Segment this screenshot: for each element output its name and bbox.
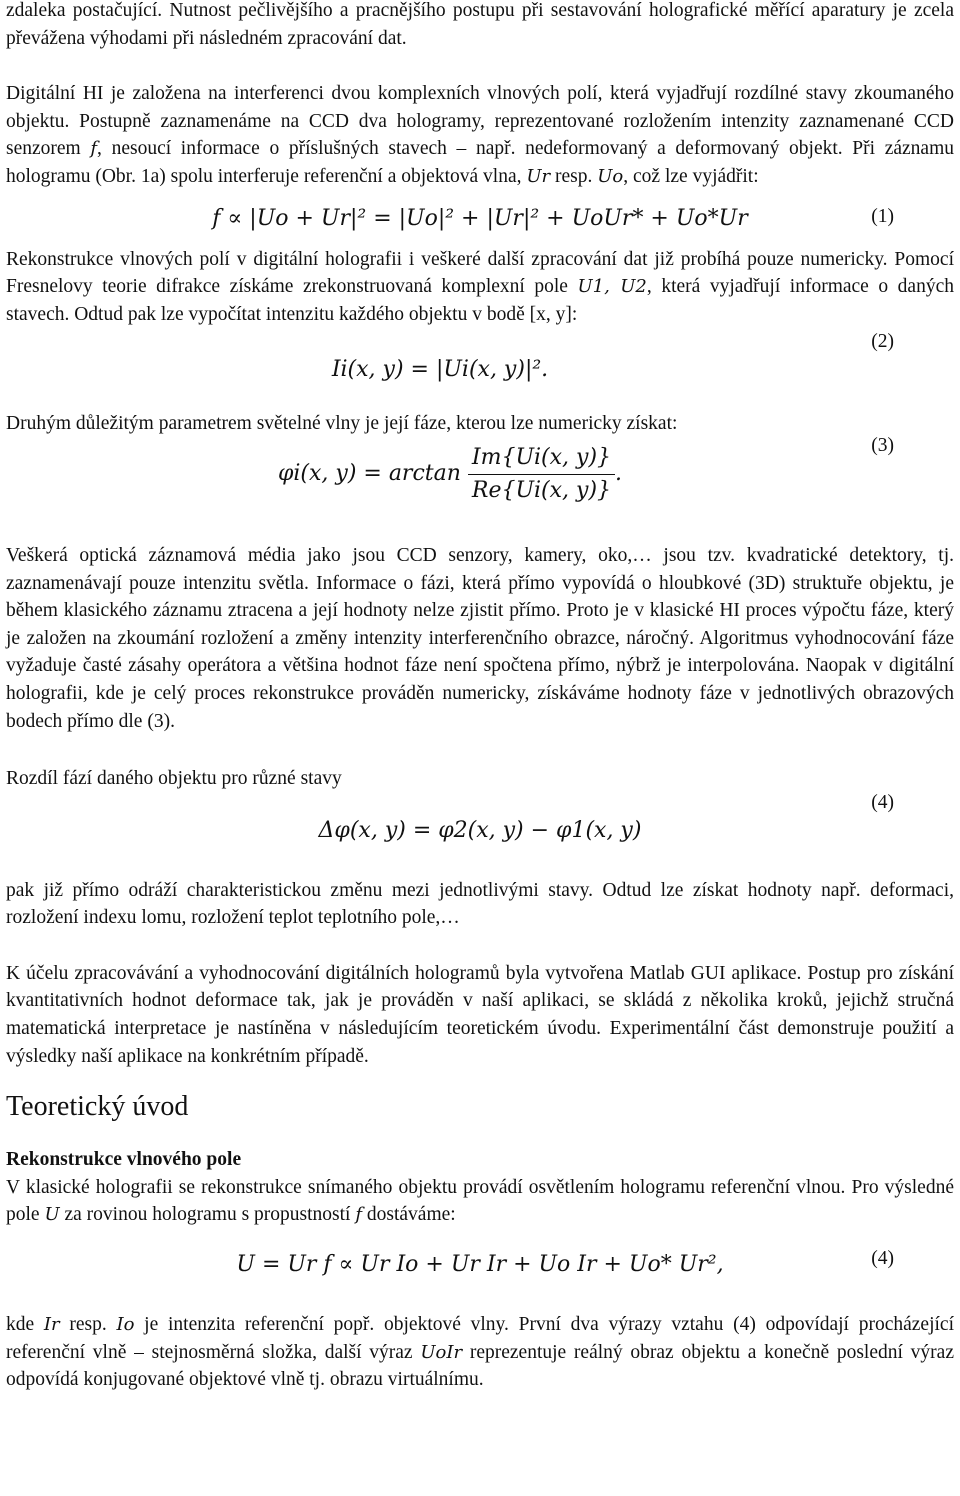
math-f: f <box>90 138 98 160</box>
text: Rekonstrukce vlnových polí v digitální holografii i veškeré další zpracování dat již probíhá pouze numericky. Pomocí Fresnelovy teorie difrakce získáme zrekonstruovaná komplexní pole <box>6 248 954 298</box>
text: resp. <box>59 1314 117 1336</box>
section-title: Teoretický úvod <box>6 1091 189 1123</box>
matlab-paragraph: K účelu zpracovávání a vyhodnocování digitálních hologramů byla vytvořena Matlab GUI aplikace. Postup pro získání kvantitativních hodnot deformace tak, jak je prováděn v naší aplikaci, se skládá z několika kroků, jejichž stručná matematická interpretace je nastíněna v následujícím teoretickém úvodu. Experimentální část demonstruje použití a výsledky naší aplikace na konkrétním případě. <box>6 962 954 1067</box>
text: Digitální HI je založena na interferenci dvou komplexních vlnových polí, která vyjadřují rozdílné stavy zkoumaného objektu. Postupně zaznamenáme na CCD dva hologramy, reprezentované rozložením intenzity zaznamenané CCD senzorem <box>6 83 954 160</box>
equation-3-number: (3) <box>871 434 894 456</box>
classic-holography-paragraph <box>6 1174 954 1229</box>
math-f: f <box>355 1204 363 1226</box>
equation-1 <box>6 191 954 246</box>
equation-4 <box>6 793 954 877</box>
text: resp. <box>550 165 598 187</box>
intro-paragraph: zdaleka postačující. Nutnost pečlivějšího a pracnějšího postupu při sestavování holografické měřící aparatury je zcela převážena výhodami při následném zpracování dat. <box>6 0 954 49</box>
digital-hi-paragraph <box>6 80 954 190</box>
equation-3-numerator: Im{Ui(x, y)} <box>468 444 615 475</box>
text: , která vyjadřují informace o daných stavech. Odtud pak lze vypočítat intenzitu každého objektu v bodě [x, y]: <box>6 276 954 325</box>
text: , což lze vyjádřit: <box>623 165 759 187</box>
equation-3-denominator: Re{Ui(x, y)} <box>471 477 612 503</box>
math-ir: Ir <box>43 1314 60 1336</box>
math-io: Io <box>116 1314 135 1336</box>
equation-4-number: (4) <box>871 791 894 813</box>
phase-difference-paragraph: Rozdíl fází daného objektu pro různé stavy <box>6 768 342 790</box>
math-ur: Ur <box>526 165 551 187</box>
document-page <box>6 0 954 1394</box>
equation-5-number: (4) <box>871 1248 894 1270</box>
text: V klasické holografii se rekonstrukce snímaného objektu provádí osvětlením hologramu referenční vlnou. Pro výsledné pole <box>6 1176 954 1226</box>
text: , nesoucí informace o příslušných stavech – např. nedeformovaný a deformovaný objekt. Při záznamu hologramu (Obr. 1a) spolu interferuje referenční a objektová vlna, <box>6 138 954 187</box>
subsection-title: Rekonstrukce vlnového pole <box>6 1149 242 1171</box>
equation-5 <box>6 1229 954 1311</box>
equation-2 <box>6 328 954 392</box>
text: dostáváme: <box>362 1204 456 1226</box>
reconstruction-paragraph <box>6 246 954 329</box>
equation-5-formula: U = Ur f ∝ Ur Io + Ur Ir + Uo Ir + Uo* Ur², <box>236 1252 724 1278</box>
detectors-paragraph: Veškerá optická záznamová média jako jsou CCD senzory, kamery, oko,… jsou tzv. kvadratické detektory, tj. zaznamenávají pouze intenzitu světla. Informace o fázi, která přímo vypovídá o hloubkové (3D) struktuře objektu, je během klasického záznamu ztracena a její hodnoty nelze zjistit přímo. Proto je v klasické HI proces výpočtu fáze, který je založen na zkoumání rozložení a změny intenzity interferenčního obrazce, náročný. Algoritmus vyhodnocování fáze vyžaduje časté zásahy operátora a většina hodnot fáze není spočtena přímo, nýbrž je interpolována. Naopak v digitální holografii, kde je celý proces rekonstrukce prováděn numericky, získáváme hodnoty fáze v jednotlivých obrazových bodech přímo dle (3). <box>6 544 954 732</box>
equation-3-formula <box>6 438 954 504</box>
equation-3-lhs: φi(x, y) = arctan <box>277 461 461 487</box>
equation-3-fraction <box>468 444 615 504</box>
math-uoir: UoIr <box>420 1341 463 1363</box>
text: je intenzita referenční popř. objektové vlny. První dva výrazy vztahu (4) odpovídají procházející referenční vlně – stejnosměrná složka, další výraz <box>6 1314 954 1363</box>
equation-1-number: (1) <box>871 205 894 227</box>
math-u: U <box>44 1204 60 1226</box>
change-paragraph: pak již přímo odráží charakteristickou změnu mezi jednotlivými stavy. Odtud lze získat hodnoty např. deformaci, rozložení indexu lomu, rozložení teplot teplotního pole,… <box>6 879 954 929</box>
text: za rovinou hologramu s propustností <box>59 1204 356 1226</box>
text: kde <box>6 1314 44 1336</box>
text: reprezentuje reálný obraz objektu a konečně poslední výraz odpovídá konjugované objektové vlně tj. obrazu virtuálnímu. <box>6 1341 954 1391</box>
equation-4-formula: Δφ(x, y) = φ2(x, y) − φ1(x, y) <box>318 817 642 843</box>
math-u1-u2: U1, U2 <box>577 276 647 298</box>
equation-1-formula: f ∝ |Uo + Ur|² = |Uo|² + |Ur|² + UoUr* + Uo*Ur <box>212 205 748 231</box>
equation-3-tail: . <box>615 461 623 487</box>
math-uo: Uo <box>597 165 624 187</box>
intensity-paragraph <box>6 1311 954 1394</box>
phase-paragraph: Druhým důležitým parametrem světelné vlny je její fáze, kterou lze numericky získat: <box>6 413 678 435</box>
equation-2-number: (2) <box>871 331 894 353</box>
equation-3 <box>6 434 954 530</box>
equation-2-formula: Ii(x, y) = |Ui(x, y)|². <box>331 357 549 383</box>
